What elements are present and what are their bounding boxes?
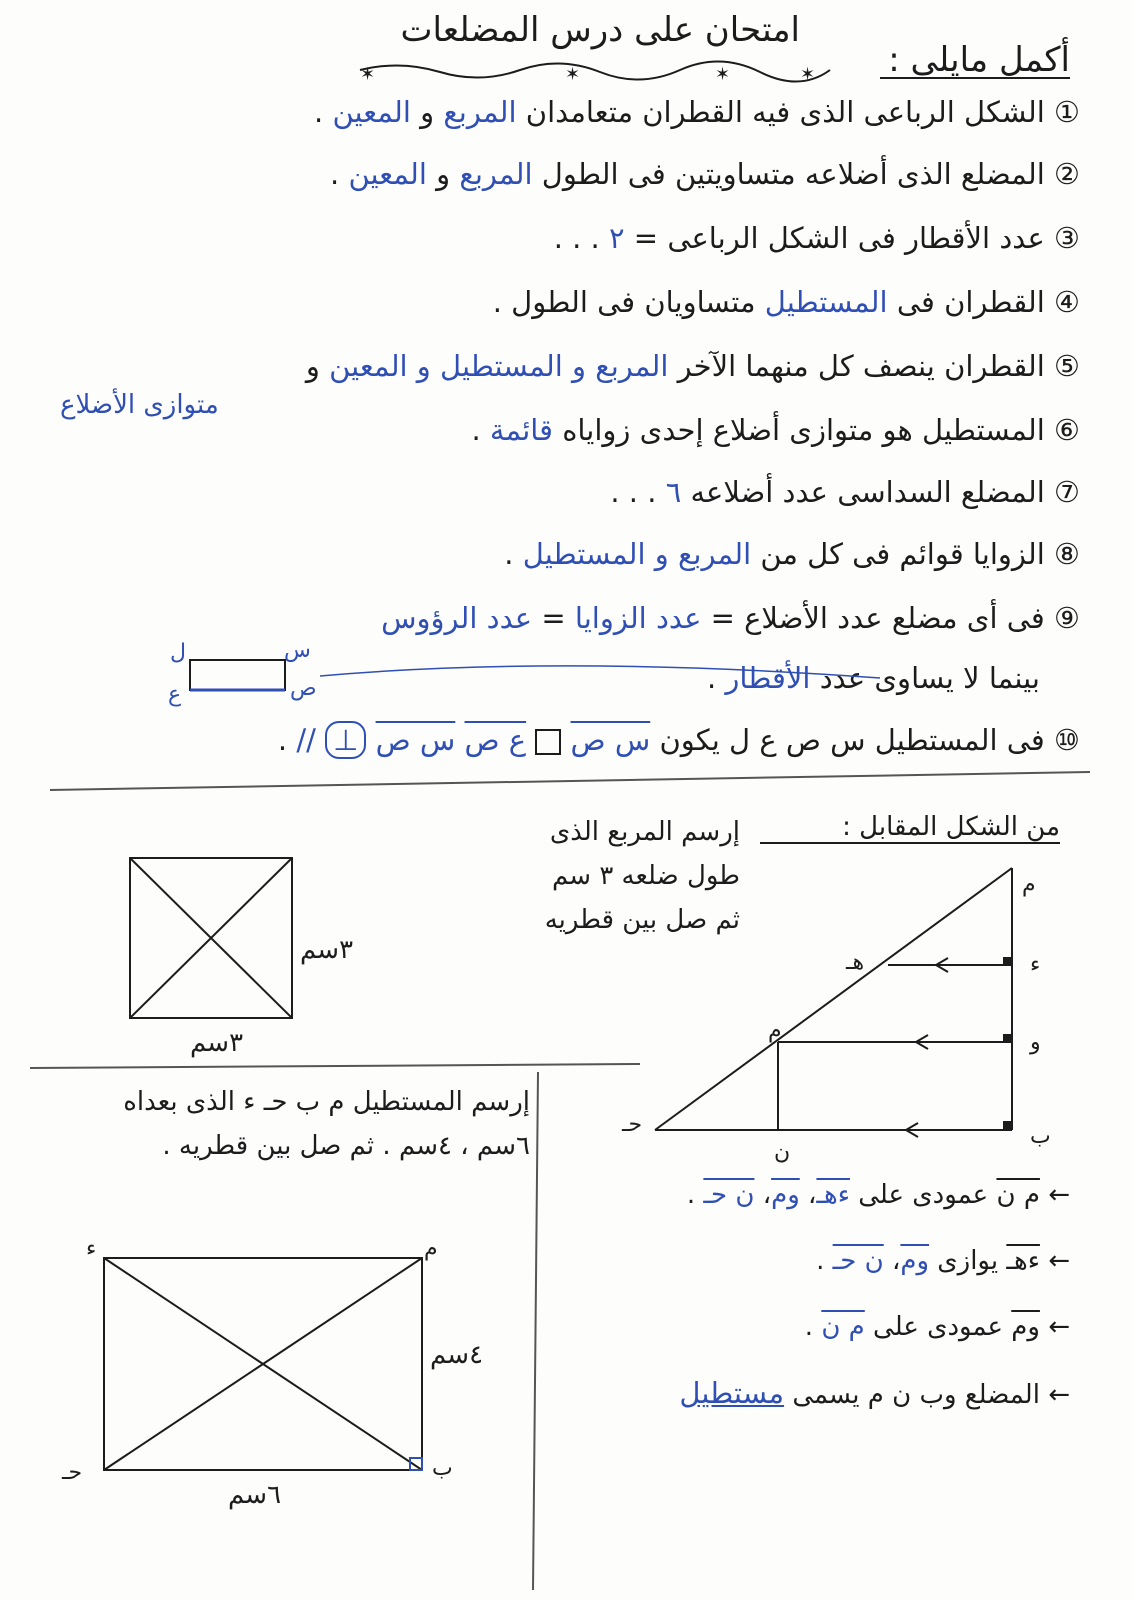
answer: ن حـ (832, 1246, 884, 1276)
question-text: المضلع السداسى عدد أضلاعه (690, 475, 1045, 509)
answer: وم (900, 1246, 930, 1276)
answer: مستطيل (679, 1376, 785, 1410)
answer: ⊥ (325, 721, 366, 759)
answer: المربع (443, 95, 517, 129)
answer: ع ص (464, 723, 527, 757)
answer: الأقطار (725, 661, 811, 695)
mini-rect-label: ل (170, 640, 186, 665)
vertex-label-m-top: م (1022, 872, 1036, 897)
question-number: ② (1054, 157, 1080, 191)
question-text-2: بينما لا يساوى عدد (819, 661, 1040, 695)
tail: . (504, 537, 514, 571)
question-number: ① (1054, 95, 1080, 129)
answer: المعين (332, 95, 411, 129)
answer: // (296, 723, 316, 757)
question-text: الزوايا قوائم فى كل من (760, 537, 1045, 571)
question-number: ③ (1054, 221, 1080, 255)
vertex-label-w: و (1030, 1030, 1041, 1055)
tail: . (492, 285, 502, 319)
section-divider-vertical (533, 1072, 538, 1590)
question-number: ⑩ (1054, 723, 1080, 757)
title-underline-squiggle (360, 61, 830, 81)
title-star-icon: ✶ (360, 64, 376, 85)
right-angle-marker (1003, 1034, 1012, 1043)
statement-1: ← م ن عمودى على ءهـ، وم، ن حـ . (686, 1180, 1070, 1210)
answer: و المعين (329, 349, 431, 383)
tail: . . . (610, 475, 657, 509)
right-angle-marker (1003, 957, 1012, 966)
vertex-label-d: ء (1030, 952, 1041, 977)
question-text: فى أى مضلع عدد الأضلاع = (710, 601, 1045, 635)
answer: و المستطيل (522, 537, 669, 571)
question-text: فى المستطيل س ص ع ل يكون (659, 723, 1045, 757)
answer: ٢ (609, 221, 625, 255)
mini-rect-label: س (284, 638, 311, 663)
answer: عدد الرؤوس (381, 601, 533, 635)
question-number: ⑤ (1054, 349, 1080, 383)
instruction: أكمل مايلى : (888, 40, 1070, 80)
statement-3: ← وم عمودى على م ن . (804, 1312, 1070, 1342)
title-star-icon: ✶ (565, 64, 581, 85)
statement-4: ← المضلع وب ن م يسمى مستطيل (679, 1376, 1070, 1410)
rect-corner-label-h: حـ (62, 1460, 83, 1485)
question-text: المستطيل هو متوازى أضلاع إحدى زواياه (562, 413, 1045, 447)
answer: قائمة (489, 413, 554, 447)
question-number: ⑨ (1054, 601, 1080, 635)
statement-2: ← ءهـ يوازى وم، ن حـ . (816, 1246, 1070, 1276)
answer: عدد الزوايا (574, 601, 702, 635)
vertex-label-n: ن (774, 1140, 791, 1165)
question-5-extra-answer: متوازى الأضلاع (60, 390, 219, 420)
answer: س ص (570, 723, 651, 757)
square-task-text: إرسم المربع الذى طول ضلعه ٣ سم ثم صل بين قطريه (544, 817, 740, 935)
answer: المستطيل (764, 285, 888, 319)
answer: ٦ (665, 475, 682, 509)
answer: المربع (595, 349, 669, 383)
question-text: عدد الأقطار فى الشكل الرباعى = (633, 221, 1045, 255)
page-title: امتحان على درس المضلعات (400, 10, 800, 50)
rect-corner-label-m: م (424, 1236, 438, 1261)
tail: . . . (553, 221, 600, 255)
answer: وم (771, 1180, 800, 1210)
square-side-bottom: ٣سم (190, 1028, 244, 1058)
mini-rect-label: ص (290, 676, 317, 701)
section-divider-horizontal (50, 772, 1090, 790)
title-star-icon: ✶ (800, 64, 816, 85)
vertex-label-b: ب (1030, 1124, 1051, 1149)
mini-rect-label: ع (168, 682, 182, 707)
tail: . (706, 661, 717, 695)
question-text: القطران ينصف كل منهما الآخر (677, 349, 1045, 383)
question-text-2: متساويان فى الطول (511, 285, 756, 319)
title-star-icon: ✶ (715, 64, 731, 85)
vertex-label-h: هـ (846, 950, 865, 975)
rect-corner-label-b: ب (432, 1456, 453, 1481)
triangle-hypotenuse (655, 868, 1012, 1130)
pointer-arrow (320, 666, 880, 678)
answer: المربع (459, 157, 533, 191)
connector: = (541, 601, 566, 635)
question-text: القطران فى (896, 285, 1045, 319)
rect-task-text: إرسم المستطيل م ب حـ ء الذى بعداه ٦سم ، ٤سم . ثم صل بين قطريه . (123, 1087, 530, 1161)
answer: المعين (348, 157, 427, 191)
question-number: ⑥ (1054, 413, 1080, 447)
connector: و (436, 157, 451, 191)
answer: م ن (821, 1312, 865, 1342)
figure-task-title: من الشكل المقابل : (760, 812, 1060, 844)
answer: ءهـ (816, 1180, 850, 1210)
answer: س ص (375, 723, 456, 757)
question-number: ④ (1054, 285, 1080, 319)
question-text: الشكل الرباعى الذى فيه القطران متعامدان (525, 95, 1045, 129)
connector: و (305, 349, 320, 383)
answer: المربع (677, 537, 752, 571)
right-angle-marker (1003, 1121, 1012, 1130)
vertex-label-m-mid: م (768, 1018, 782, 1043)
connector: و (420, 95, 435, 129)
rect-corner-label-d: ء (86, 1236, 97, 1261)
tail: . (330, 157, 340, 191)
section-divider-middle (30, 1064, 640, 1068)
square-side-right: ٣سم (300, 935, 354, 965)
question-text: المضلع الذى أضلاعه متساويتين فى الطول (541, 157, 1045, 191)
rect-side-bottom: ٦سم (228, 1480, 282, 1510)
question-number: ⑦ (1054, 475, 1080, 509)
vertex-label-h2: حـ (622, 1112, 643, 1137)
question-number: ⑧ (1054, 537, 1080, 571)
tail: . (314, 95, 324, 129)
answer: و المستطيل (440, 349, 587, 383)
rect-side-right: ٤سم (430, 1340, 484, 1370)
answer: ن حـ (703, 1180, 755, 1210)
tail: . (471, 413, 481, 447)
mini-rectangle-sketch (190, 660, 285, 690)
tail: . (277, 723, 288, 757)
